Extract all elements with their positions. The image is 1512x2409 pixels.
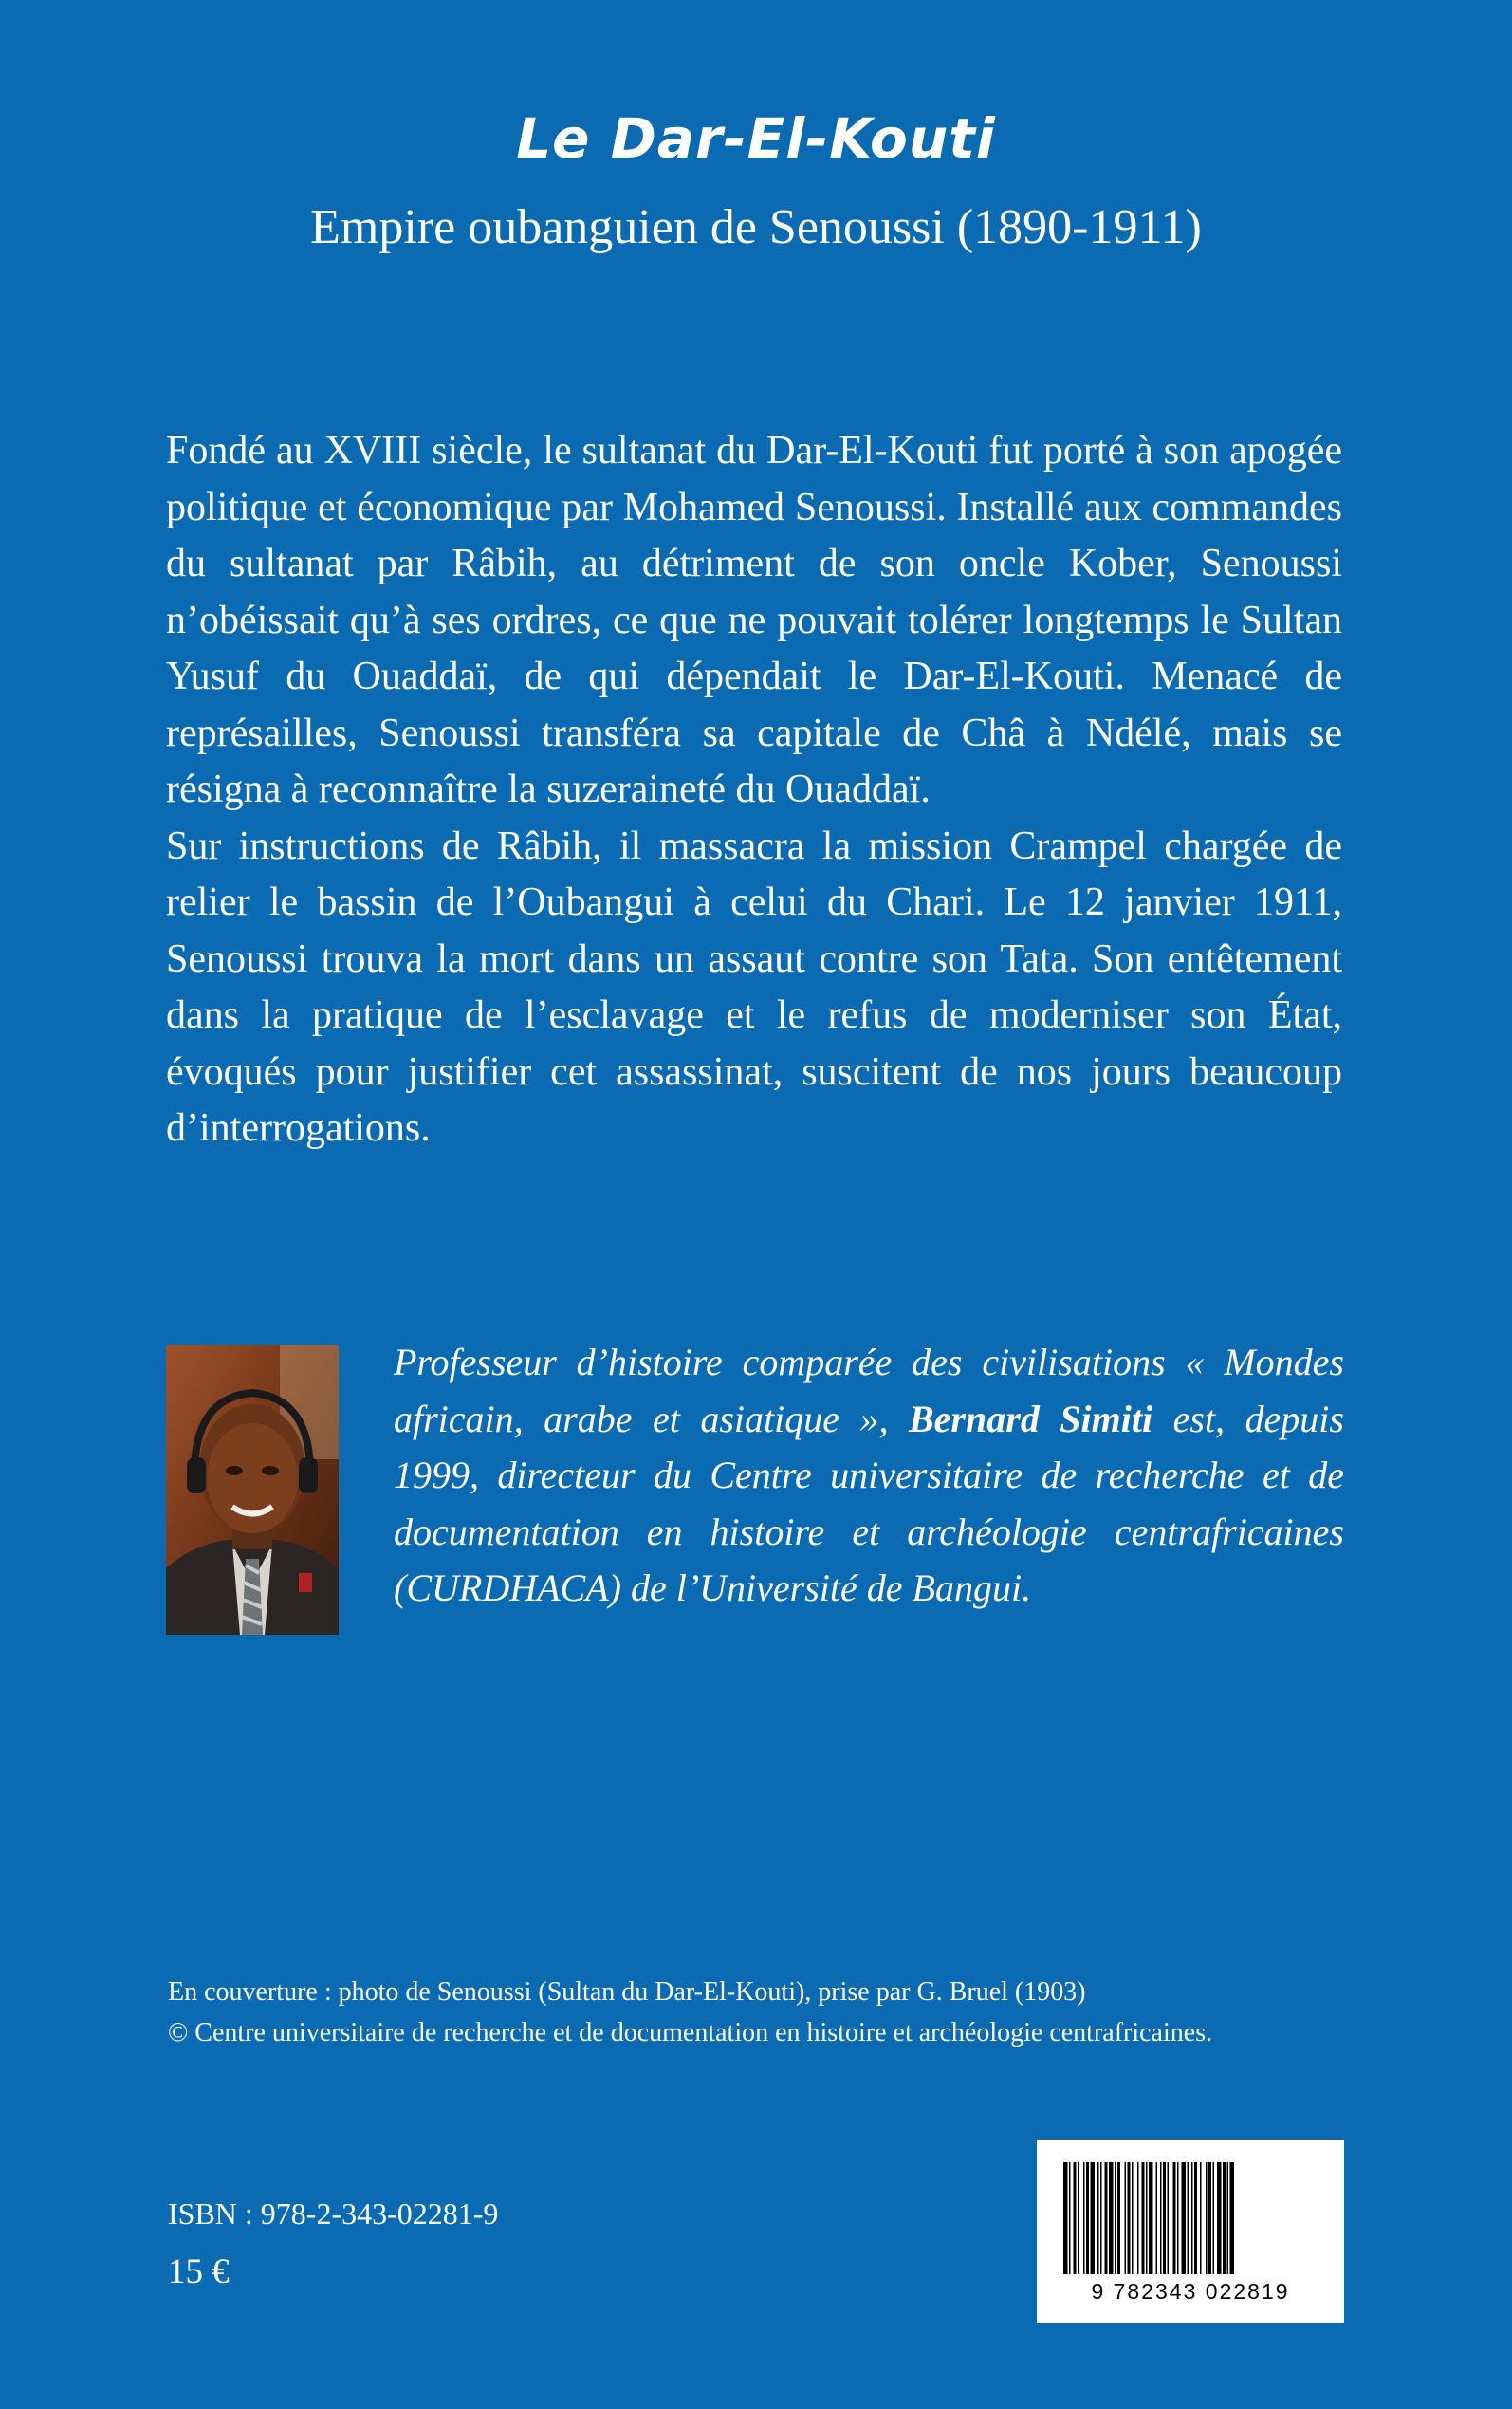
credits [168, 1972, 1212, 2053]
barcode-bar [1173, 2162, 1176, 2274]
author-portrait-image [166, 1345, 339, 1635]
barcode-bar [1149, 2162, 1153, 2274]
summary-paragraph-1: Fondé au XVIII siècle, le sultanat du Dar-El-Kouti fut porté à son apogée politique et économique par Mohamed Senoussi. Installé aux commandes du sultanat par Râbih, au détriment de son oncle Kober, Senoussi n’obéissait qu’à ses ordres, ce que ne pouvait tolérer longtemps le Sultan Yusuf du Ouaddaï, de qui dépendait le Dar-El-Kouti. Menacé de représailles, Senoussi transféra sa capitale de Châ à Ndélé, mais se résigna à reconnaître la suzeraineté du Ouaddaï. [166, 429, 1342, 811]
price: 15 € [168, 2252, 230, 2291]
barcode-bar [1105, 2162, 1108, 2274]
barcode-digits: 9 782343 022819 [1091, 2279, 1290, 2304]
barcode-bar [1069, 2162, 1071, 2274]
book-title: Le Dar-El-Kouti [516, 106, 996, 171]
cover-photo-credit: En couverture : photo de Senoussi (Sultan du Dar-El-Kouti), prise par G. Bruel (1903) [168, 1977, 1086, 2007]
barcode-bar [1115, 2162, 1116, 2274]
barcode-bar [1146, 2162, 1148, 2274]
author-photo [166, 1345, 339, 1635]
barcode-bar [1086, 2162, 1089, 2274]
barcode-bar [1128, 2162, 1131, 2274]
barcode-bar [1213, 2162, 1215, 2274]
barcode-bar [1074, 2162, 1077, 2274]
barcode-bar [1182, 2162, 1187, 2274]
barcode [1037, 2140, 1344, 2323]
barcode-bar [1177, 2162, 1179, 2274]
author-bio-details: est, depuis 1999, directeur du Centre universitaire de recherche et de documentation en histoire et archéologie centrafricaines (CURDHACA) de l’Université de Bangui. [394, 1397, 1344, 1609]
barcode-bar [1125, 2162, 1127, 2274]
barcode-bars [1060, 2162, 1321, 2278]
barcode-bar [1091, 2162, 1096, 2274]
barcode-bar [1168, 2162, 1170, 2274]
barcode-bar [1078, 2162, 1079, 2274]
author-bio [394, 1334, 1344, 1617]
barcode-bar [1137, 2162, 1139, 2274]
author-bio-intro: Professeur d’histoire comparée des civilisations « Mondes africain, arabe et asiatique », [394, 1341, 1344, 1440]
summary-paragraph-2: Sur instructions de Râbih, il massacra la mission Crampel chargée de relier le bassin de l’Oubangui à celui du Chari. Le 12 janvier 1911, Senoussi trouva la mort dans un assaut contre son Tata. Son entêtement dans la pratique de l’esclavage et le refus de moderniser son État, évoqués pour justifier cet assassinat, suscitent de nos jours beaucoup d’interrogations. [166, 824, 1342, 1150]
barcode-bar [1142, 2162, 1145, 2274]
summary-text [166, 423, 1342, 1158]
barcode-bar [1132, 2162, 1134, 2274]
barcode-bar [1156, 2162, 1158, 2274]
barcode-bar [1227, 2162, 1229, 2274]
barcode-bar [1188, 2162, 1189, 2274]
barcode-bar [1217, 2162, 1222, 2274]
barcode-bar [1191, 2162, 1193, 2274]
copyright-notice: © Centre universitaire de recherche et de documentation en histoire et archéologie centrafricaines. [168, 2018, 1213, 2048]
barcode-bar [1230, 2162, 1235, 2274]
barcode-bar [1117, 2162, 1120, 2274]
isbn: ISBN : 978-2-343-02281-9 [168, 2196, 499, 2231]
barcode-bar [1063, 2162, 1068, 2274]
barcode-bar [1200, 2162, 1202, 2274]
book-subtitle: Empire oubanguien de Senoussi (1890-1911) [310, 200, 1202, 254]
barcode-bar [1208, 2162, 1211, 2274]
barcode-bar [1194, 2162, 1197, 2274]
barcode-bar [1109, 2162, 1114, 2274]
barcode-bar [1206, 2162, 1208, 2274]
barcode-bar [1160, 2162, 1162, 2274]
barcode-bar [1100, 2162, 1102, 2274]
barcode-bar [1083, 2162, 1085, 2274]
author-name: Bernard Simiti [909, 1397, 1153, 1440]
barcode-bar [1223, 2162, 1226, 2274]
barcode-bar [1097, 2162, 1099, 2274]
barcode-bar [1163, 2162, 1166, 2274]
